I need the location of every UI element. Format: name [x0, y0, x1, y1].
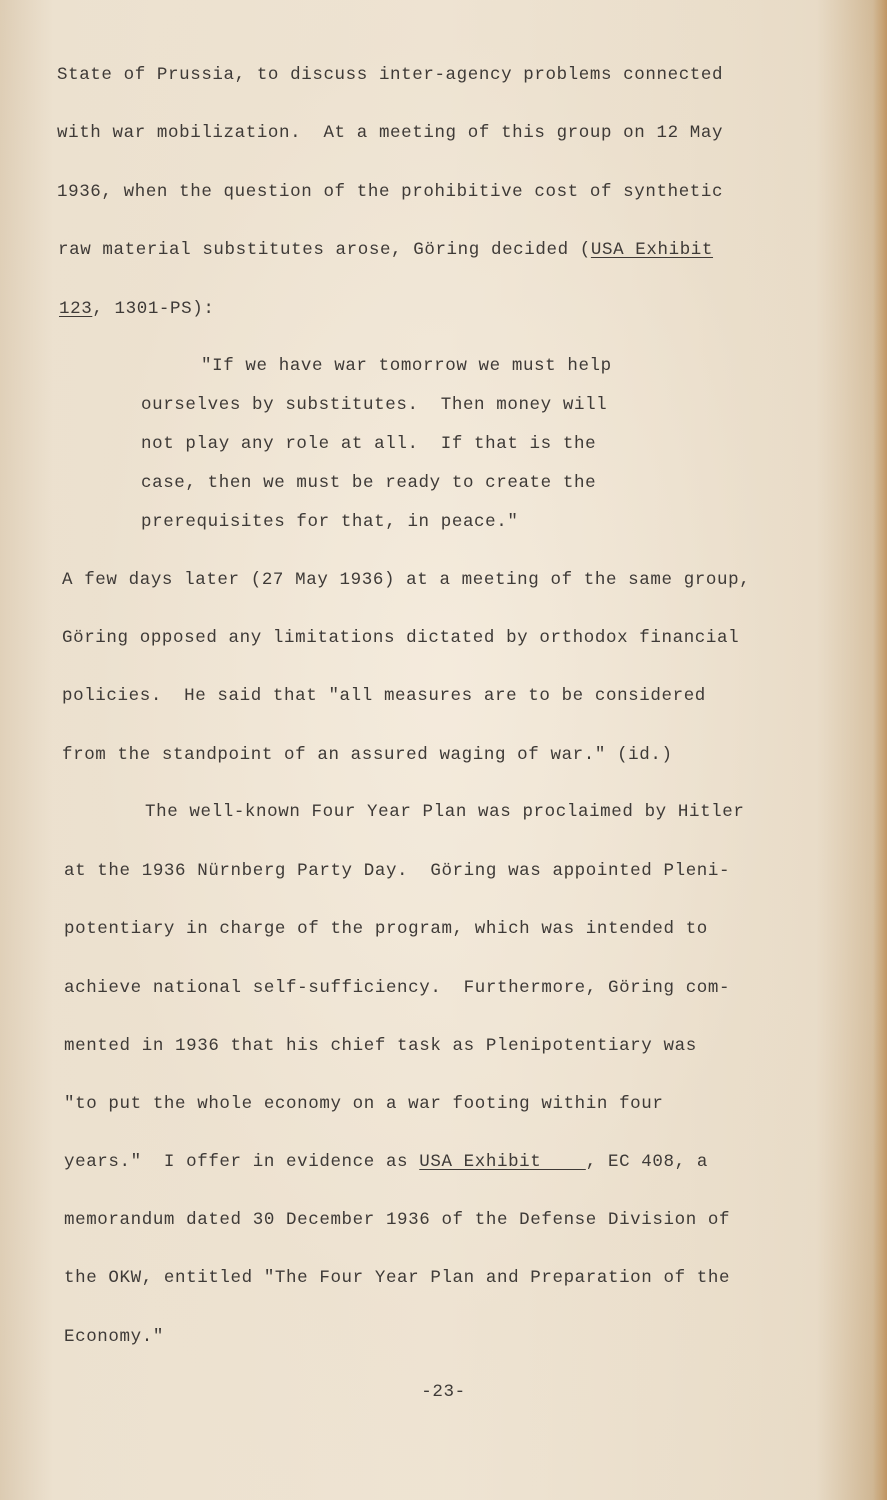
text-line: from the standpoint of an assured waging of war." (id.)	[62, 745, 673, 765]
text-segment: , EC 408, a	[585, 1152, 708, 1172]
text-line: 1936, when the question of the prohibitive cost of synthetic	[57, 182, 724, 202]
text-segment: raw material substitutes arose, Göring decided (	[58, 240, 591, 260]
text-line: achieve national self-sufficiency. Furthermore, Göring com-	[64, 978, 731, 998]
text-line: Göring opposed any limitations dictated by orthodox financial	[62, 628, 740, 648]
quote-line: prerequisites for that, in peace."	[141, 512, 519, 532]
text-line: The well-known Four Year Plan was proclaimed by Hitler	[145, 802, 745, 822]
paper-edge-shadow	[873, 0, 887, 1500]
text-line	[59, 298, 214, 320]
quote-line: not play any role at all. If that is the	[141, 434, 597, 454]
text-segment: , 1301-PS):	[92, 299, 215, 319]
quote-line: ourselves by substitutes. Then money will	[141, 395, 608, 415]
exhibit-reference: USA Exhibit	[419, 1152, 586, 1172]
text-line: with war mobilization. At a meeting of this group on 12 May	[57, 123, 724, 143]
text-line: A few days later (27 May 1936) at a meeting of the same group,	[62, 570, 751, 590]
page-number: -23-	[421, 1382, 466, 1402]
text-line: the OKW, entitled "The Four Year Plan and Preparation of the	[64, 1268, 731, 1288]
exhibit-reference: 123	[59, 299, 93, 319]
text-line: "to put the whole economy on a war footing within four	[64, 1094, 664, 1114]
text-line: at the 1936 Nürnberg Party Day. Göring was appointed Pleni-	[64, 861, 731, 881]
text-line: memorandum dated 30 December 1936 of the Defense Division of	[64, 1210, 731, 1230]
text-line: Economy."	[64, 1327, 164, 1347]
text-line: mented in 1936 that his chief task as Plenipotentiary was	[64, 1036, 697, 1056]
quote-line: "If we have war tomorrow we must help	[201, 356, 612, 376]
text-line: policies. He said that "all measures are to be considered	[62, 686, 706, 706]
text-line: potentiary in charge of the program, which was intended to	[64, 919, 708, 939]
quote-line: case, then we must be ready to create the	[141, 473, 597, 493]
text-line	[64, 1151, 708, 1173]
text-line: State of Prussia, to discuss inter-agency problems connected	[57, 65, 724, 85]
text-segment: years." I offer in evidence as	[64, 1152, 420, 1172]
exhibit-reference: USA Exhibit	[590, 240, 714, 260]
text-line	[58, 239, 713, 261]
